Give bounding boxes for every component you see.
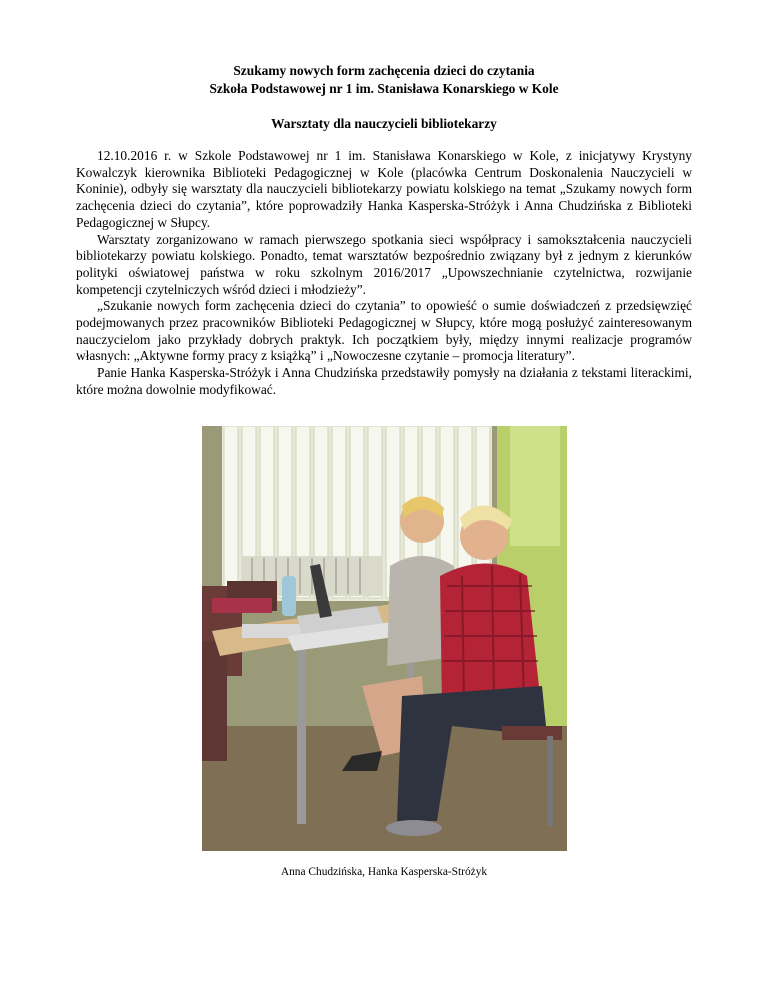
workshop-photo bbox=[202, 426, 567, 851]
document-title: Szukamy nowych form zachęcenia dzieci do czytania bbox=[233, 63, 535, 78]
paragraph: „Szukanie nowych form zachęcenia dzieci do czytania” to opowieść o sumie doświadczeń z przedsięwzięć podejmowanych przez pracowników Biblioteki Pedagogicznej w Słupcy, które mogą posłużyć zainteresowanym nauczycielom jako przykłady dobrych praktyk. Ich początkiem były, między innymi realizacje programów własnych: „Aktywne formy pracy z książką” i „Nowoczesne czytanie – promocja literatury”. bbox=[76, 298, 692, 364]
document-subtitle: Warsztaty dla nauczycieli bibliotekarzy bbox=[271, 116, 497, 131]
paragraph: Warsztaty zorganizowano w ramach pierwszego spotkania sieci współpracy i samokształcenia nauczycieli bibliotekarzy powiatu kolskiego. Ponadto, temat warsztatów bezpośrednio związany był z jednym z kierunków polityki oświatowej państwa w roku szkolnym 2016/2017 „Upowszechnianie czytelnictwa, rozwijanie kompetencji czytelniczych wśród dzieci i młodzieży”. bbox=[76, 231, 692, 297]
paragraph: Panie Hanka Kasperska-Stróżyk i Anna Chudzińska przedstawiły pomysły na działania z tekstami literackimi, które można dowolnie modyfikować. bbox=[76, 365, 692, 397]
paragraph: 12.10.2016 r. w Szkole Podstawowej nr 1 im. Stanisława Konarskiego w Kole, z inicjatywy Krystyny Kowalczyk kierownika Biblioteki Pedagogicznej w Kole (placówka Centrum Doskonalenia Nauczycieli w Koninie), odbyły się warsztaty dla nauczycieli bibliotekarzy powiatu kolskiego na temat „Szukamy nowych form zachęcenia dzieci do czytania”, które poprowadziły Hanka Kasperska-Stróżyk i Anna Chudzińska z Biblioteki Pedagogicznej w Słupcy. bbox=[76, 148, 692, 230]
document-title-line-2: Szkoła Podstawowej nr 1 im. Stanisława Konarskiego w Kole bbox=[209, 81, 559, 96]
photo-caption: Anna Chudzińska, Hanka Kasperska-Stróżyk bbox=[280, 866, 488, 878]
document-body bbox=[76, 62, 692, 399]
